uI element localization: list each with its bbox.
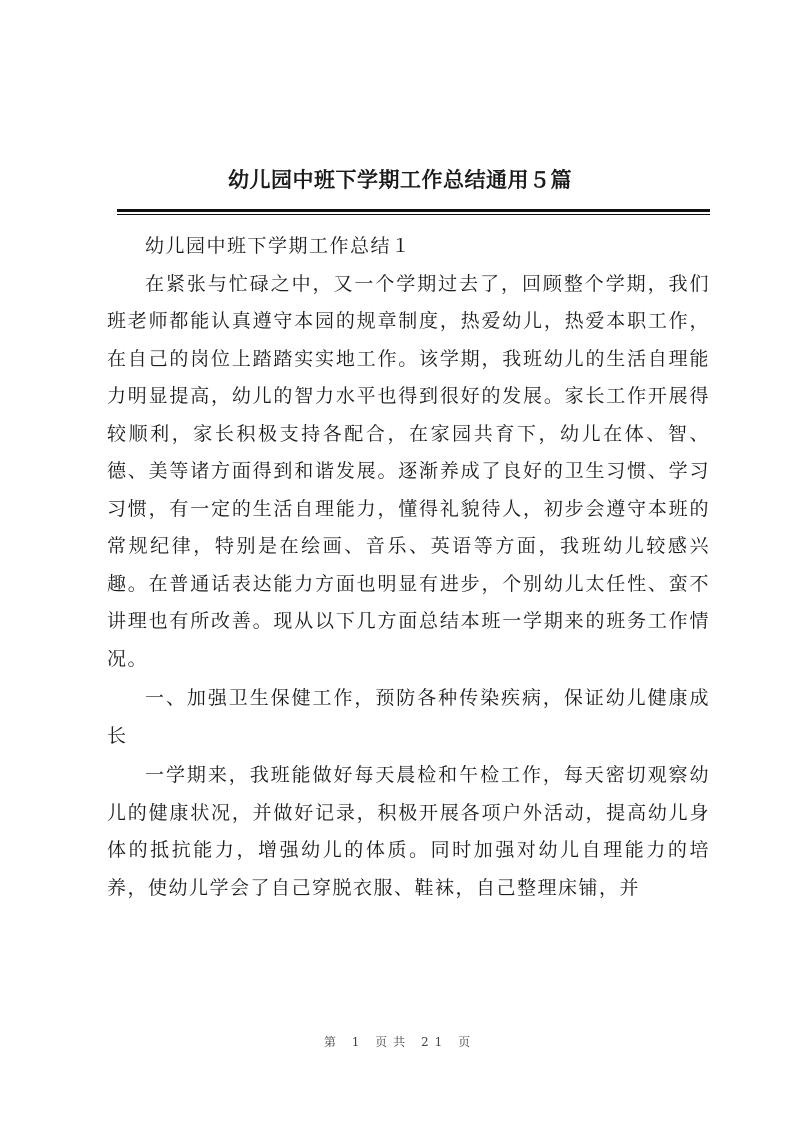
section-heading: 幼儿园中班下学期工作总结１ bbox=[145, 235, 412, 257]
body-paragraph: 一学期来，我班能做好每天晨检和午检工作，每天密切观察幼儿的健康状况，并做好记录，积极开展各项户外活动，提高幼儿身体的抵抗能力，增强幼儿的体质。同时加强对幼儿自理能力的培养，使幼儿学会了自己穿脱衣服、鞋袜，自己整理床铺，并 bbox=[107, 764, 710, 899]
title-divider-thin bbox=[117, 214, 710, 215]
document-body bbox=[107, 228, 710, 907]
page-footer: 第 1 页共 21 页 bbox=[323, 1035, 477, 1049]
body-paragraph: 在紧张与忙碌之中，又一个学期过去了，回顾整个学期，我们班老师都能认真遵守本园的规章制度，热爱幼儿，热爱本职工作，在自己的岗位上踏踏实实地工作。该学期，我班幼儿的生活自理能力明显提高，幼儿的智力水平也得到很好的发展。家长工作开展得较顺利，家长积极支持各配合，在家园共育下，幼儿在体、智、德、美等诸方面得到和谐发展。逐渐养成了良好的卫生习惯、学习习惯，有一定的生活自理能力，懂得礼貌待人，初步会遵守本班的常规纪律，特别是在绘画、音乐、英语等方面，我班幼儿较感兴趣。在普通话表达能力方面也明显有进步，个别幼儿太任性、蛮不讲理也有所改善。现从以下几方面总结本班一学期来的班务工作情况。 bbox=[107, 272, 710, 670]
page-title: 幼儿园中班下学期工作总结通用５篇 bbox=[228, 167, 572, 192]
subsection-heading: 一、加强卫生保健工作，预防各种传染疾病，保证幼儿健康成长 bbox=[107, 687, 710, 747]
title-divider bbox=[117, 209, 710, 212]
